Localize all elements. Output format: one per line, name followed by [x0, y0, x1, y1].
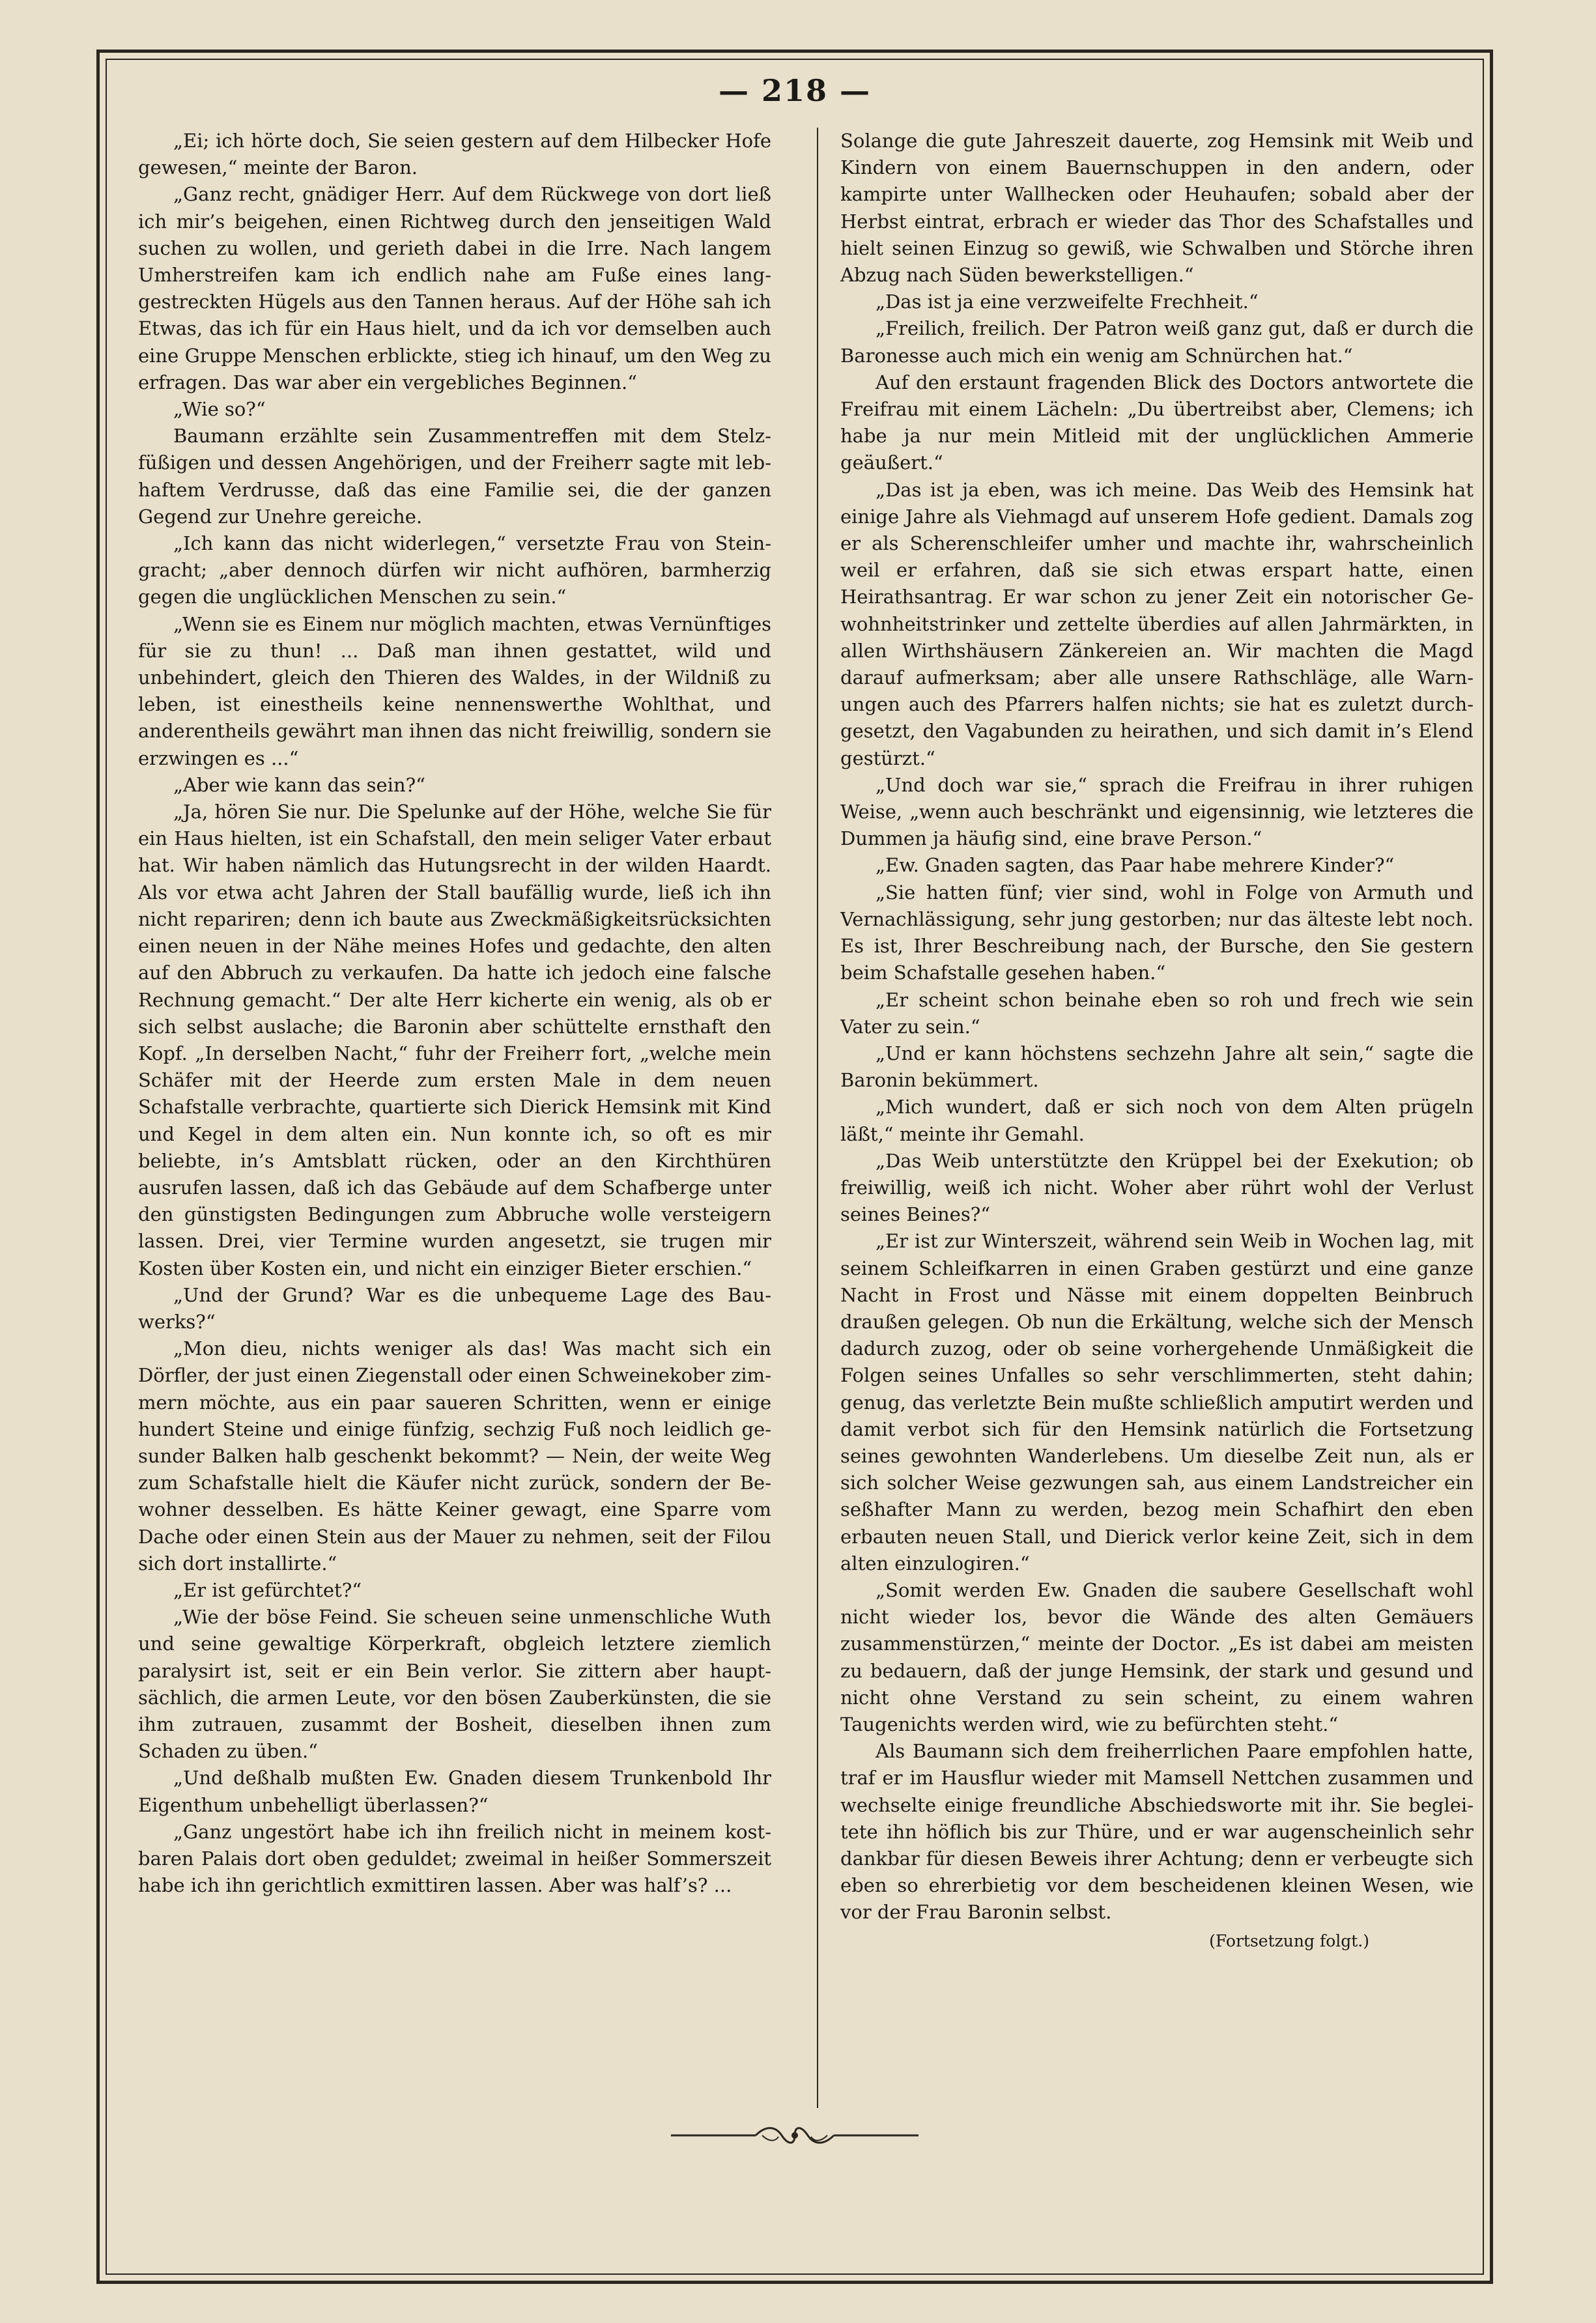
paragraph: Baumann erzählte sein Zusammentreffen mit dem Stelzfüßigen und dessen Angehörigen, und der Freiherr sagte mit lebhaftem Verdrusse, daß das eine Familie sei, die der ganzen Gegend zur Unehre gereiche. [138, 425, 771, 528]
paragraph: „Wenn sie es Einem nur möglich machten, etwas Vernünftiges für sie zu thun! ... Daß man ihnen gestattet, wild und unbehindert, gleich den Thieren des Waldes, in der Wildniß zu leben, ist einestheils keine nennenswerthe Wohlthat, und anderentheils gewährt man ihnen das nicht freiwillig, sondern sie erzwingen es ...“ [138, 612, 771, 769]
paragraph: „Und doch war sie,“ sprach die Freifrau in ihrer ruhigen Weise, „wenn auch beschränkt und eigensinnig, wie letzteres die Dummen ja häufig sind, eine brave Person.“ [840, 773, 1474, 850]
paragraph: „Das ist ja eben, was ich meine. Das Weib des Hemsink hat einige Jahre als Viehmagd auf unserem Hofe gedient. Damals zog er als Scherenschleifer umher und machte ihr, wahrscheinlich weil er erfahren, daß sie sich etwas erspart hatte, einen Heirathsantrag. Er war schon zu jener Zeit ein notorischer Gewohnheitstrinker und zettelte überdies auf allen Jahrmärkten, in allen Wirthshäusern Zänkereien an. Wir machten die Magd darauf aufmerksam; aber alle unsere Rathschläge, alle Warnungen auch des Pfarrers halfen nichts; sie hat es zuletzt durchgesetzt, den Vagabunden zu heirathen, und sich damit in’s Elend gestürzt.“ [840, 478, 1474, 769]
paragraph: „Ja, hören Sie nur. Die Spelunke auf der Höhe, welche Sie für ein Haus hielten, ist ein Schafstall, den mein seliger Vater erbaut hat. Wir haben nämlich das Hutungsrecht in der wilden Haardt. Als vor etwa acht Jahren der Stall baufällig wurde, ließ ich ihn nicht repariren; denn ich baute aus Zweckmäßigkeitsrücksichten einen neuen in der Nähe meines Hofes und gedachte, den alten auf den Abbruch zu verkaufen. Da hatte ich jedoch eine falsche Rechnung gemacht.“ Der alte Herr kicherte ein wenig, als ob er sich selbst auslache; die Baronin aber schüttelte ernsthaft den Kopf. „In derselben Nacht,“ fuhr der Freiherr fort, „welche mein Schäfer mit der Heerde zum ersten Male in dem neuen Schafstalle verbrachte, quartierte sich Dierick Hemsink mit Kind und Kegel in dem alten ein. Nun konnte ich, so oft es mir beliebte, in’s Amtsblatt rücken, oder an den Kirchthüren ausrufen lassen, daß ich das Gebäude auf dem Schafberge unter den günstigsten Bedingungen zum Abbruche wolle versteigern lassen. Drei, vier Termine wurden angesetzt, sie trugen mir Kosten über Kosten ein, und nicht ein einziger Bieter erschien.“ [138, 801, 771, 1279]
paragraph: „Und er kann höchstens sechzehn Jahre alt sein,“ sagte die Baronin bekümmert. [840, 1042, 1474, 1092]
paragraph: „Und deßhalb mußten Ew. Gnaden diesem Trunkenbold Ihr Eigenthum unbehelligt überlassen?“ [138, 1767, 771, 1816]
paragraph-continued: Solange die gute Jahreszeit dauerte, zog Hemsink mit Weib und Kindern von einem Bauernschuppen in den andern, oder kampirte unter Wallhecken oder Heuhaufen; sobald aber der Herbst eintrat, erbrach er wieder das Thor des Schafstalles und hielt seinen Einzug so gewiß, wie Schwalben und Störche ihren Abzug nach Süden bewerkstelligen.“ [840, 130, 1474, 287]
paragraph: „Er ist zur Winterszeit, während sein Weib in Wochen lag, mit seinem Schleifkarren in einen Graben gestürzt und eine ganze Nacht in Frost und Nässe mit einem doppelten Beinbruch draußen gelegen. Ob nun die Erkältung, welche sich der Mensch dadurch zuzog, oder ob seine vorhergehende Unmäßigkeit die Folgen seines Unfalles so sehr verschlimmerten, steht dahin; genug, das verletzte Bein mußte schließlich amputirt werden und damit verbot sich für den Hemsink natürlich die Fortsetzung seines gewohnten Wanderlebens. Um dieselbe Zeit nun, als er sich solcher Weise gezwungen sah, aus einem Landstreicher ein seßhafter Mann zu werden, bezog mein Schafhirt den eben erbauten neuen Stall, und Dierick verlor keine Zeit, sich in dem alten einzulogiren.“ [840, 1230, 1474, 1575]
paragraph: „Somit werden Ew. Gnaden die saubere Gesellschaft wohl nicht wieder los, bevor die Wände des alten Gemäuers zusammenstürzen,“ meinte der Doctor. „Es ist dabei am meisten zu bedauern, daß der junge Hemsink, der stark und gesund und nicht ohne Verstand zu sein scheint, zu einem wahren Taugenichts werden wird, wie zu befürchten steht.“ [840, 1578, 1474, 1735]
left-column [138, 128, 771, 2108]
paragraph: „Ich kann das nicht widerlegen,“ versetzte Frau von Steingracht; „aber dennoch dürfen wir nicht aufhören, barmherzig gegen die unglücklichen Menschen zu sein.“ [138, 532, 771, 608]
paragraph: „Er scheint schon beinahe eben so roh und frech wie sein Vater zu sein.“ [840, 988, 1474, 1038]
paragraph: „Mich wundert, daß er sich noch von dem Alten prügeln läßt,“ meinte ihr Gemahl. [840, 1096, 1474, 1145]
paragraph: „Sie hatten fünf; vier sind, wohl in Folge von Armuth und Vernachlässigung, sehr jung gestorben; nur das älteste lebt noch. Es ist, Ihrer Beschreibung nach, der Bursche, den Sie gestern beim Schafstalle gesehen haben.“ [840, 881, 1474, 984]
column-divider [817, 128, 818, 2108]
page-number: — 218 — [718, 73, 872, 108]
paragraph: „Er ist gefürchtet?“ [173, 1578, 362, 1601]
paragraph: „Ew. Gnaden sagten, das Paar habe mehrere Kinder?“ [876, 854, 1395, 877]
paragraph: „Wie der böse Feind. Sie scheuen seine unmenschliche Wuth und seine gewaltige Körperkraft, obgleich letztere ziemlich paralysirt ist, seit er ein Bein verlor. Sie zittern aber hauptsächlich, die armen Leute, vor den bösen Zauberkünsten, die sie ihm zutrauen, zusammt der Bosheit, dieselben ihnen zum Schaden zu üben.“ [138, 1606, 771, 1763]
paragraph: „Ei; ich hörte doch, Sie seien gestern auf dem Hilbecker Hofe gewesen,“ meinte der Baron. [138, 130, 771, 179]
paragraph: Auf den erstaunt fragenden Blick des Doctors antwortete die Freifrau mit einem Lächeln: „Du übertreibst aber, Clemens; ich habe ja nur mein Mitleid mit der unglücklichen Ammerie geäußert.“ [840, 371, 1474, 474]
paragraph: „Das ist ja eine verzweifelte Frechheit.“ [876, 291, 1259, 313]
paragraph: „Ganz recht, gnädiger Herr. Auf dem Rückwege von dort ließ ich mir’s beigehen, einen Richtweg durch den jenseitigen Wald suchen zu wollen, und gerieth dabei in die Irre. Nach langem Umherstreifen kam ich endlich nahe am Fuße eines langgestreckten Hügels aus den Tannen heraus. Auf der Höhe sah ich Etwas, das ich für ein Haus hielt, und da ich vor demselben auch eine Gruppe Menschen erblickte, stieg ich hinauf, um den Weg zu erfragen. Das war aber ein vergebliches Beginnen.“ [138, 183, 771, 393]
paragraph: Als Baumann sich dem freiherrlichen Paare empfohlen hatte, traf er im Hausflur wieder mit Mamsell Nettchen zusammen und wechselte einige freundliche Abschiedsworte mit ihr. Sie begleitete ihn höflich bis zur Thüre, und er war augenscheinlich sehr dankbar für diesen Beweis ihrer Achtung; denn er verbeugte sich eben so ehrerbietig vor dem bescheidenen kleinen Wesen, wie vor der Frau Baronin selbst. [840, 1740, 1474, 1924]
paragraph: „Mon dieu, nichts weniger als das! Was macht sich ein Dörfler, der just einen Ziegenstall oder einen Schweinekober zimmern möchte, aus ein paar saueren Schritten, wenn er einige hundert Steine und einige fünfzig, sechzig Fuß noch leidlich gesunder Balken halb geschenkt bekommt? — Nein, der weite Weg zum Schafstalle hielt die Käufer nicht zurück, sondern der Bewohner desselben. Es hätte Keiner gewagt, eine Sparre vom Dache oder einen Stein aus der Mauer zu nehmen, seit der Filou sich dort installirte.“ [138, 1337, 771, 1575]
right-column [840, 128, 1474, 2108]
paragraph: „Das Weib unterstützte den Krüppel bei der Exekution; ob freiwillig, weiß ich nicht. Woher aber rührt wohl der Verlust seines Beines?“ [840, 1149, 1474, 1226]
paragraph: „Aber wie kann das sein?“ [173, 773, 426, 796]
paragraph: „Wie so?“ [173, 398, 266, 421]
continuation-note: (Fortsetzung folgt.) [1209, 1931, 1369, 1950]
ornament-divider [664, 2122, 925, 2148]
paragraph: „Ganz ungestört habe ich ihn freilich nicht in meinem kostbaren Palais dort oben geduldet; zweimal in heißer Sommerszeit habe ich ihn gerichtlich exmittiren lassen. Aber was half’s? ... [138, 1820, 771, 1897]
paragraph: „Freilich, freilich. Der Patron weiß ganz gut, daß er durch die Baronesse auch mich ein wenig am Schnürchen hat.“ [840, 317, 1474, 367]
paragraph: „Und der Grund? War es die unbequeme Lage des Bauwerks?“ [138, 1283, 771, 1333]
